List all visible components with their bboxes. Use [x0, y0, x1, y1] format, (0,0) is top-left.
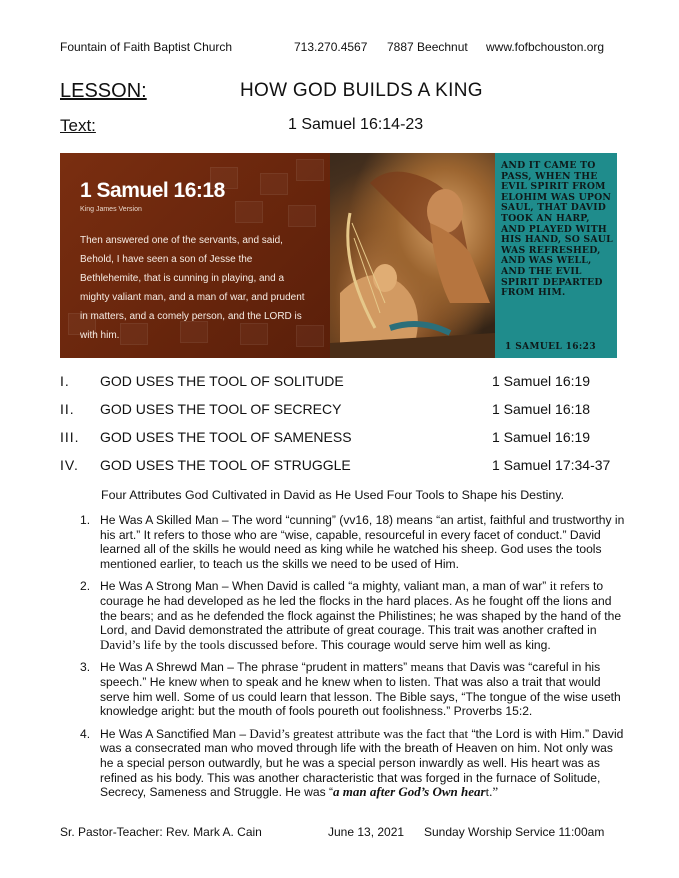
list-item-text: He Was A Skilled Man – The word “cunning” (vv16, 18) means “an artist, faithful and trustworthy in his art.” It refers to those who are “wise, capable, resourceful in every facet of conduct.” David learned all of the skills he would need as king while he watched his sheep. God uses the tools mentioned earlier, to teach us the skills we need to be used of Him.	[100, 513, 625, 571]
list-item	[80, 660, 625, 718]
attributes-list	[80, 513, 625, 808]
lesson-title: HOW GOD BUILDS A KING	[240, 80, 483, 101]
service-time: Sunday Worship Service 11:00am	[424, 825, 605, 839]
service-date: June 13, 2021	[328, 825, 405, 839]
outline-reference: 1 Samuel 17:34-37	[492, 457, 611, 473]
church-name: Fountain of Faith Baptist Church	[60, 40, 233, 54]
outline-reference: 1 Samuel 16:19	[492, 429, 591, 445]
text-label: Text:	[60, 116, 96, 135]
text-row	[60, 116, 620, 138]
outline-point	[60, 373, 620, 393]
list-item-text: means that	[407, 659, 467, 675]
outline-point	[60, 429, 620, 449]
verse-card-title: 1 Samuel 16:18	[80, 179, 225, 202]
verse-callout	[495, 153, 617, 358]
text-reference: 1 Samuel 16:14-23	[288, 116, 424, 133]
verse-card-text: Then answered one of the servants, and said, Behold, I have seen a son of Jesse the Bethlehemite, that is cunning in playing, and a mighty valiant man, and a man of war, and prudent in matters, and a comely person, and the LORD is with him.	[80, 235, 305, 341]
list-item-text: David’s greatest attribute was the fact that	[246, 725, 469, 741]
list-item-text: Davis was “careful in his speech.” He knew when to speak and he knew when to listen. That was also a trait that would serve him well. Some of us could learn that lesson. The Bible says, “The tongue of the wise useth knowledge aright: but the mouth of fools poureth out foolishness.” Proverbs 15:2.	[100, 660, 621, 719]
painting-illustration	[330, 153, 495, 358]
attributes-heading: Four Attributes God Cultivated in David as He Used Four Tools to Shape his Destiny.	[101, 488, 565, 502]
outline-number: IV.	[60, 457, 79, 473]
david-playing-harp-painting	[330, 153, 495, 358]
list-item-number: 3.	[80, 660, 91, 675]
list-item-emphasis: a man after God’s Own hear	[333, 784, 486, 800]
list-item-number: 1.	[80, 513, 91, 527]
verse-card-version: King James Version	[80, 206, 142, 213]
verse-callout-text: AND IT CAME TO PASS, WHEN THE EVIL SPIRIT FROM ELOHIM WAS UPON SAUL, THAT DAVID TOOK AN HARP, AND PLAYED WITH HIS HAND, SO SAUL WAS REFRESHED, AND WAS WELL, AND THE EVIL SPIRIT DEPARTED FROM HIM.	[501, 160, 613, 299]
list-item-text: He Was A Strong Man – When David is called “a mighty, valiant man, a man of war”	[100, 579, 547, 594]
list-item	[80, 513, 625, 571]
outline-point	[60, 457, 620, 477]
list-item-text: t.”	[485, 784, 499, 800]
verse-card	[60, 153, 330, 358]
verse-callout-reference: 1 SAMUEL 16:23	[505, 342, 596, 352]
list-item-number: 2.	[80, 579, 91, 594]
list-item-text: He Was A Shrewd Man – The phrase “prudent in matters”	[100, 660, 408, 675]
outline-point	[60, 401, 620, 421]
outline-reference: 1 Samuel 16:19	[492, 373, 591, 389]
outline-reference: 1 Samuel 16:18	[492, 401, 591, 417]
outline-number: I.	[60, 373, 70, 389]
book-pattern-icon	[296, 159, 324, 181]
outline-text: GOD USES THE TOOL OF SECRECY	[100, 401, 342, 417]
church-website: www.fofbchouston.org	[486, 40, 605, 54]
book-pattern-icon	[288, 205, 316, 227]
pastor-name: Sr. Pastor-Teacher: Rev. Mark A. Cain	[60, 825, 262, 839]
lesson-row	[60, 80, 620, 106]
list-item-text: He Was A Sanctified Man –	[100, 726, 247, 741]
list-item-number: 4.	[80, 726, 91, 741]
list-item-text: it refers	[546, 578, 590, 594]
list-item-text: David’s life by the tools discussed before.	[100, 636, 318, 652]
outline-number: II.	[60, 401, 75, 417]
scripture-banner	[60, 153, 617, 358]
list-item-text: to courage he had developed as he led the flocks in the hard places. As he fought off the lions and the bears; and as he defended the flock against the Philistines; he was shaped by the hand of the Lord, and David demonstrated the attribute of great courage. This trait was another crafted in	[100, 579, 622, 638]
book-pattern-icon	[235, 201, 263, 223]
list-item	[80, 579, 625, 652]
outline-number: III.	[60, 429, 80, 445]
list-item-text: “the Lord is with Him.” David was a consecrated man who moved through life with the breath of Heaven on him. Not only was he a special person outwardly, but he was a special person inwardly as well. His heart was as refined as his body. This was another characteristic that was forged in the furnace of Solitude, Secrecy, Sameness and Struggle. He was “	[100, 726, 624, 800]
outline-text: GOD USES THE TOOL OF SOLITUDE	[100, 373, 344, 389]
lesson-label: LESSON:	[60, 80, 147, 102]
list-item	[80, 727, 625, 800]
book-pattern-icon	[260, 173, 288, 195]
list-item-text: This courage would serve him well as king.	[317, 637, 551, 652]
outline-text: GOD USES THE TOOL OF SAMENESS	[100, 429, 352, 445]
outline-text: GOD USES THE TOOL OF STRUGGLE	[100, 457, 351, 473]
church-phone: 713.270.4567	[294, 40, 368, 54]
church-address: 7887 Beechnut	[387, 40, 468, 54]
